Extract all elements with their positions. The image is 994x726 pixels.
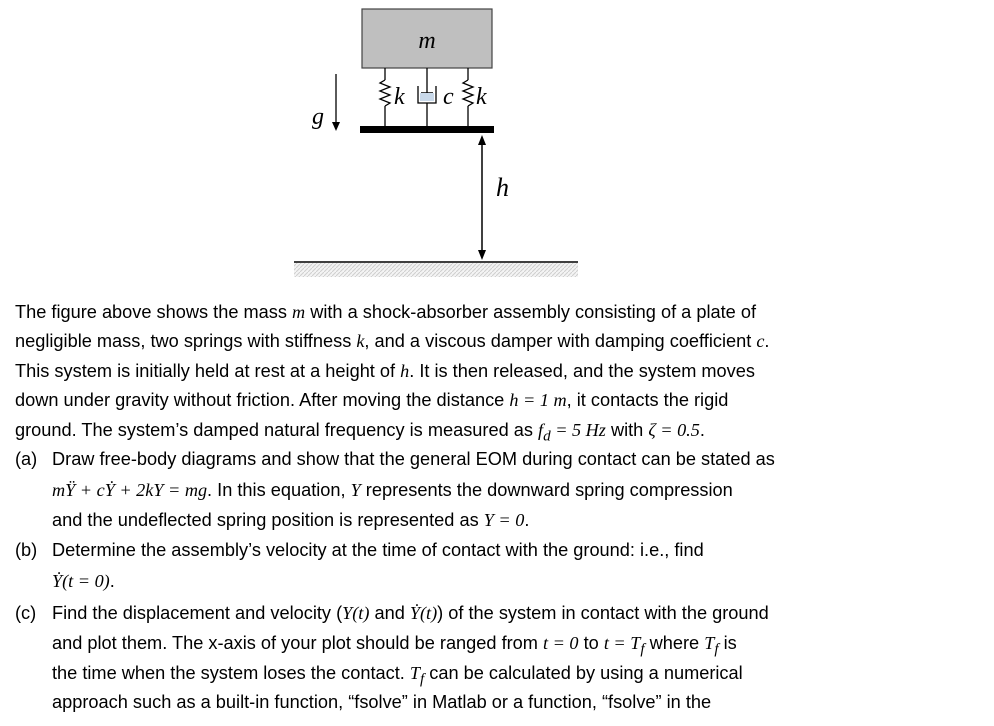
math-c: c	[756, 331, 765, 352]
math-t-equals-0: t = 0	[543, 633, 579, 654]
text: Determine the assembly’s velocity at the time of contact with the ground: i.e., find	[52, 539, 704, 560]
gravity-arrowhead	[332, 122, 340, 131]
paragraph-line-1	[15, 298, 985, 327]
math-subscript-f: f	[420, 670, 425, 688]
text: . In this equation,	[207, 480, 351, 501]
text: to	[578, 633, 604, 654]
text: ) of the system in contact with the ground	[437, 603, 769, 624]
problem-statement	[15, 298, 985, 717]
question-a-label: (a)	[15, 448, 38, 469]
question-c-line-4	[15, 688, 985, 717]
text: is	[718, 633, 737, 654]
damper-c-label: c	[443, 84, 454, 110]
paragraph-line-5	[15, 416, 985, 445]
math-h: h	[400, 360, 410, 381]
absorber-plate	[360, 126, 494, 133]
math-T: T	[409, 662, 420, 683]
text: This system is initially held at rest at a height of	[15, 360, 401, 381]
math-m: m	[292, 302, 306, 322]
text: the time when the system loses the contact.	[52, 662, 410, 683]
math-f: f	[538, 419, 544, 440]
math-subscript-f: f	[640, 640, 645, 658]
math-freq-value: = 5 Hz	[550, 419, 606, 440]
math-subscript-f: f	[714, 640, 719, 658]
text: can be calculated by using a numerical	[424, 662, 743, 683]
height-arrowhead-bottom	[478, 250, 486, 260]
gravity-label: g	[312, 104, 324, 130]
question-c-line-3	[15, 659, 985, 688]
math-Y: Y	[350, 480, 361, 501]
right-spring	[463, 80, 473, 106]
paragraph-line-4	[15, 386, 985, 415]
left-spring	[380, 80, 390, 106]
math-k: k	[356, 331, 365, 352]
question-a-line-3	[15, 506, 985, 535]
paragraph-line-3	[15, 357, 985, 386]
text: approach such as a built-in function, “fsolve” in Matlab or a function, “fsolve” in the	[52, 691, 712, 712]
math-Ydot-of-t: Ẏ(t)	[409, 603, 438, 624]
text: The figure above shows the mass	[15, 302, 292, 322]
damper-fluid	[420, 93, 434, 101]
text: and	[369, 603, 410, 624]
text: and the undeflected spring position is represented as	[52, 510, 484, 531]
text: .	[109, 571, 115, 592]
math-subscript-d: d	[543, 427, 551, 445]
text: .	[699, 419, 705, 440]
math-T: T	[704, 633, 715, 654]
height-label: h	[496, 173, 509, 202]
math-Y-of-t: Y(t)	[342, 603, 370, 624]
question-c-line-1	[52, 597, 769, 629]
math-zeta: ζ = 0.5	[648, 419, 700, 440]
text: down under gravity without friction. After moving the distance	[15, 390, 510, 411]
ground-hatch	[294, 263, 578, 277]
math-velocity-at-0: Ẏ(t = 0)	[52, 571, 110, 592]
text: .	[764, 331, 770, 352]
text: , and a viscous damper with damping coefficient	[364, 331, 757, 352]
question-a-line-2	[15, 474, 985, 506]
question-c-label: (c)	[15, 603, 37, 624]
math-Y-equals-0: Y = 0	[483, 510, 525, 531]
text: .	[524, 510, 530, 531]
text: and plot them. The x-axis of your plot should be ranged from	[52, 633, 544, 654]
text: ground. The system’s damped natural frequency is measured as	[15, 419, 539, 440]
question-b	[15, 536, 985, 565]
text: represents the downward spring compression	[360, 480, 733, 501]
text: where	[644, 633, 705, 654]
math-eom: mŸ + cẎ + 2kY = mg	[52, 480, 208, 501]
text: Find the displacement and velocity (	[52, 603, 343, 624]
spring-k-left-label: k	[394, 84, 405, 110]
math-t-equals-Tf: t = T	[603, 633, 641, 654]
text: , it contacts the rigid	[566, 390, 729, 411]
question-b-line-2	[15, 565, 985, 597]
text: with a shock-absorber assembly consisting of a plate of	[305, 302, 757, 322]
question-a	[15, 445, 985, 474]
spring-k-right-label: k	[476, 84, 487, 110]
mass-spring-damper-figure	[0, 0, 994, 295]
height-arrowhead-top	[478, 135, 486, 145]
text: with	[605, 419, 649, 440]
math-h-equals: h = 1 m	[509, 390, 567, 411]
question-c-line-2	[15, 629, 985, 658]
question-c	[15, 597, 985, 629]
question-b-label: (b)	[15, 539, 38, 560]
text: Draw free-body diagrams and show that the general EOM during contact can be stated as	[52, 448, 775, 469]
text: negligible mass, two springs with stiffness	[15, 331, 357, 352]
paragraph-line-2	[15, 327, 985, 356]
mass-label: m	[418, 28, 436, 54]
text: . It is then released, and the system moves	[409, 360, 755, 381]
